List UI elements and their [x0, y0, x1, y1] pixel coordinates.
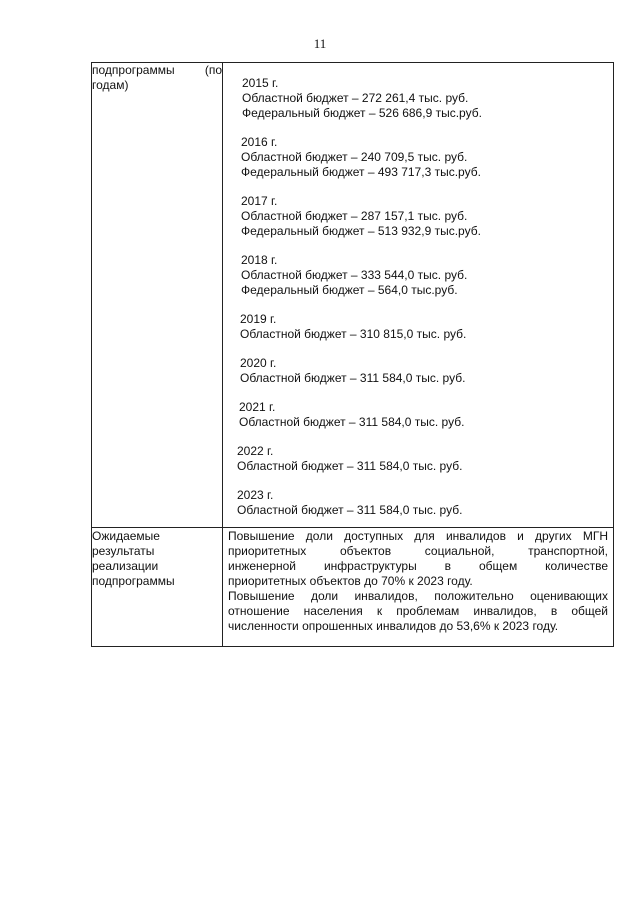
results-line: Повышение доли инвалидов, положительно оценивающих [228, 589, 608, 603]
page-number: 11 [313, 36, 327, 51]
results-line: приоритетных объектов до 70% к 2023 году. [228, 574, 473, 588]
funding-row [92, 63, 614, 528]
regional-budget-line: Областной бюджет – 287 157,1 тыс. руб. [241, 209, 468, 223]
year-label: 2023 г. [237, 488, 274, 502]
federal-budget-line: Федеральный бюджет – 526 686,9 тыс.руб. [242, 106, 482, 120]
regional-budget-line: Областной бюджет – 310 815,0 тыс. руб. [240, 327, 467, 341]
year-block-2018 [223, 253, 613, 298]
year-block-2021 [223, 400, 613, 430]
year-block-2022 [223, 444, 613, 474]
regional-budget-line: Областной бюджет – 311 584,0 тыс. руб. [239, 415, 465, 429]
year-block-2017 [223, 194, 613, 239]
subprogram-table [91, 62, 614, 647]
year-block-2020 [223, 356, 613, 386]
year-block-2015 [223, 76, 613, 121]
year-block-2023 [223, 488, 613, 518]
results-label-line: реализации [92, 559, 159, 573]
regional-budget-line: Областной бюджет – 311 584,0 тыс. руб. [237, 503, 463, 517]
results-text-cell [223, 528, 614, 647]
funding-label-line2: годам) [92, 78, 129, 92]
funding-values-cell [223, 63, 614, 528]
year-label: 2016 г. [241, 135, 278, 149]
regional-budget-line: Областной бюджет – 240 709,5 тыс. руб. [241, 150, 468, 164]
year-label: 2019 г. [240, 312, 277, 326]
year-label: 2021 г. [239, 400, 276, 414]
regional-budget-line: Областной бюджет – 333 544,0 тыс. руб. [241, 268, 468, 282]
year-block-2016 [223, 135, 613, 180]
results-label-line: Ожидаемые [92, 529, 160, 543]
regional-budget-line: Областной бюджет – 311 584,0 тыс. руб. [237, 459, 463, 473]
year-label: 2015 г. [242, 76, 279, 90]
federal-budget-line: Федеральный бюджет – 564,0 тыс.руб. [241, 283, 458, 297]
results-label-line: результаты [92, 544, 155, 558]
funding-label-word2: (по [204, 63, 222, 77]
results-line: Повышение доли доступных для инвалидов и других МГН [228, 529, 608, 543]
results-line: численности опрошенных инвалидов до 53,6% к 2023 году. [228, 619, 559, 633]
year-label: 2022 г. [237, 444, 274, 458]
results-label-cell [92, 528, 223, 647]
results-row [92, 528, 614, 647]
federal-budget-line: Федеральный бюджет – 513 932,9 тыс.руб. [241, 224, 481, 238]
funding-label-line1 [92, 63, 222, 78]
year-block-2019 [223, 312, 613, 342]
year-label: 2020 г. [240, 356, 277, 370]
federal-budget-line: Федеральный бюджет – 493 717,3 тыс.руб. [241, 165, 481, 179]
funding-years-list [223, 63, 613, 527]
results-line: отношение населения к проблемам инвалидов, в общей [228, 604, 608, 618]
year-label: 2017 г. [241, 194, 278, 208]
funding-label-cell [92, 63, 223, 528]
results-text [223, 528, 613, 646]
results-label-line: подпрограммы [92, 574, 175, 588]
results-line: инженерной инфраструктуры в общем количестве [228, 559, 608, 573]
funding-label-word1: подпрограммы [92, 63, 175, 77]
regional-budget-line: Областной бюджет – 311 584,0 тыс. руб. [240, 371, 466, 385]
results-line: приоритетных объектов социальной, транспортной, [228, 544, 608, 558]
year-label: 2018 г. [241, 253, 278, 267]
regional-budget-line: Областной бюджет – 272 261,4 тыс. руб. [242, 91, 469, 105]
